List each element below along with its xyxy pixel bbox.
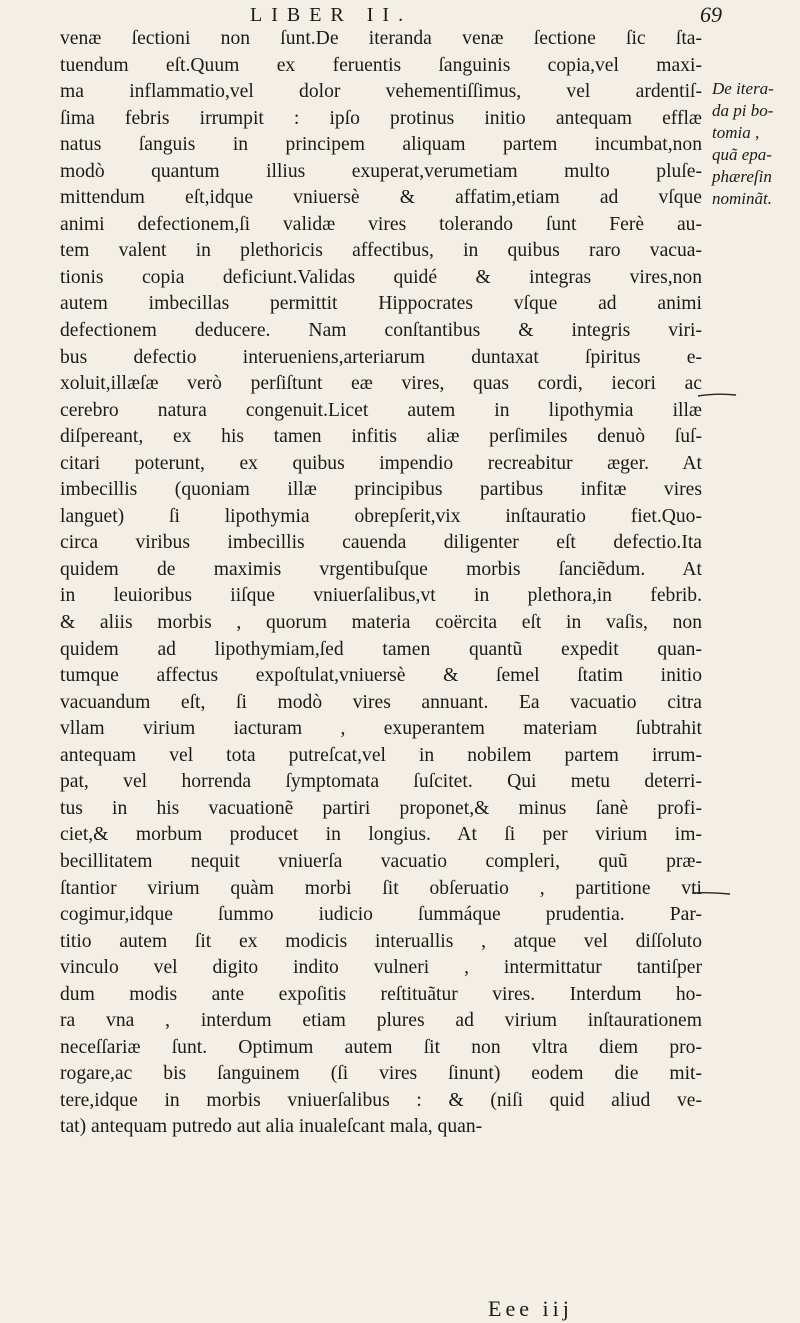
text-line: animi defectionem,ſi validæ vires tolerando ſunt Ferè au- <box>60 213 702 235</box>
text-line: tem valent in plethoricis affectibus, in quibus raro vacua- <box>60 240 702 262</box>
text-line: ſima febris irrumpit : ipſo protinus initio antequam efflæ <box>60 107 702 129</box>
text-line: antequam vel tota putreſcat,vel in nobilem partem irrum- <box>60 744 702 766</box>
text-line: venæ ſectioni non ſunt.De iteranda venæ ſectione ſic ſta- <box>60 28 702 49</box>
text-line: titio autem ſit ex modicis interuallis , atque vel diſſoluto <box>60 930 702 952</box>
text-line: in leuioribus iiſque vniuerſalibus,vt in plethora,in febrib. <box>60 585 702 607</box>
text-line: mittendum eſt,idque vniuersè & affatim,etiam ad vſque <box>60 187 702 209</box>
margin-note <box>712 78 796 210</box>
text-line: neceſſariæ ſunt. Optimum autem ſit non vltra diem pro- <box>60 1036 702 1058</box>
running-title: LIBER II. <box>250 4 413 26</box>
text-line: becillitatem nequit vniuerſa vacuatio compleri, quũ præ- <box>60 850 702 872</box>
text-line: circa viribus imbecillis cauenda diligenter eſt defectio.Ita <box>60 532 702 554</box>
text-line: tuendum eſt.Quum ex feruentis ſanguinis copia,vel maxi- <box>60 54 702 76</box>
text-line: quidem de maximis vrgentibuſque morbis ſanciẽdum. At <box>60 558 702 580</box>
text-line: ma inflammatio,vel dolor vehementiſſimus, vel ardentiſ- <box>60 81 702 103</box>
page-number: 69 <box>700 2 722 27</box>
text-line: vllam virium iacturam , exuperantem materiam ſubtrahit <box>60 718 702 740</box>
text-line: citari poterunt, ex quibus impendio recreabitur æger. At <box>60 452 702 474</box>
text-line: dum modis ante expoſitis reſtituãtur vires. Interdum ho- <box>60 983 702 1005</box>
margin-note-line: phæreſin <box>712 167 772 186</box>
text-line: tus in his vacuationẽ partiri proponet,& minus ſanè profi- <box>60 797 702 819</box>
text-line: autem imbecillas permittit Hippocrates vſque ad animi <box>60 293 702 315</box>
margin-note-line: nominãt. <box>712 189 772 208</box>
text-line: ra vna , interdum etiam plures ad virium inſtaurationem <box>60 1010 702 1032</box>
handwritten-dash-lower <box>690 888 734 898</box>
text-line: tere,idque in morbis vniuerſalibus : & (niſi quid aliud ve- <box>60 1089 702 1111</box>
text-line: bus defectio interueniens,arteriarum duntaxat ſpiritus e- <box>60 346 702 368</box>
handwritten-dash-upper <box>696 390 742 400</box>
text-line: tionis copia deficiunt.Validas quidé & integras vires,non <box>60 266 702 288</box>
text-line: diſpereant, ex his tamen infitis aliæ perſimiles denuò ſuſ- <box>60 426 702 448</box>
text-line: cogimur,idque ſummo iudicio ſummáque prudentia. Par- <box>60 904 702 926</box>
text-line: vinculo vel digito indito vulneri , intermittatur tantiſper <box>60 957 702 979</box>
text-line: modò quantum illius exuperat,verumetiam multo pluſe- <box>60 160 702 182</box>
text-line: quidem ad lipothymiam,ſed tamen quantũ expedit quan- <box>60 638 702 660</box>
text-line: languet) ſi lipothymia obrepſerit,vix inſtauratio fiet.Quo- <box>60 505 702 527</box>
margin-note-line: De itera- <box>712 79 774 98</box>
margin-note-line: quã epa- <box>712 145 772 164</box>
text-line: ſtantior virium quàm morbi ſit obſeruatio , partitione vti <box>60 877 702 899</box>
body-text <box>60 26 702 1141</box>
margin-note-line: da pi bo- <box>712 101 774 120</box>
text-line: tumque affectus expoſtulat,vniuersè & ſemel ſtatim initio <box>60 665 702 687</box>
text-line: cerebro natura congenuit.Licet autem in lipothymia illæ <box>60 399 702 421</box>
text-line: & aliis morbis , quorum materia coërcita eſt in vaſis, non <box>60 612 702 634</box>
text-line: vacuandum eſt, ſi modò vires annuant. Ea vacuatio citra <box>60 691 702 713</box>
margin-note-line: tomia , <box>712 123 760 142</box>
text-line: pat, vel horrenda ſymptomata ſuſcitet. Qui metu deterri- <box>60 771 702 793</box>
text-line: xoluit,illæſæ verò perſiſtunt eæ vires, quas cordi, iecori ac <box>60 373 702 395</box>
signature-mark: Eee iij <box>488 1296 573 1321</box>
text-line: ciet,& morbum producet in longius. At ſi per virium im- <box>60 824 702 846</box>
text-line: natus ſanguis in principem aliquam partem incumbat,non <box>60 134 702 156</box>
text-line: imbecillis (quoniam illæ principibus partibus infitæ vires <box>60 479 702 501</box>
text-line: tat) antequam putredo aut alia inualeſcant mala, quan- <box>60 1116 483 1138</box>
text-line: defectionem deducere. Nam conſtantibus & integris viri- <box>60 320 702 342</box>
text-line: rogare,ac bis ſanguinem (ſi vires ſinunt) eodem die mit- <box>60 1063 702 1085</box>
